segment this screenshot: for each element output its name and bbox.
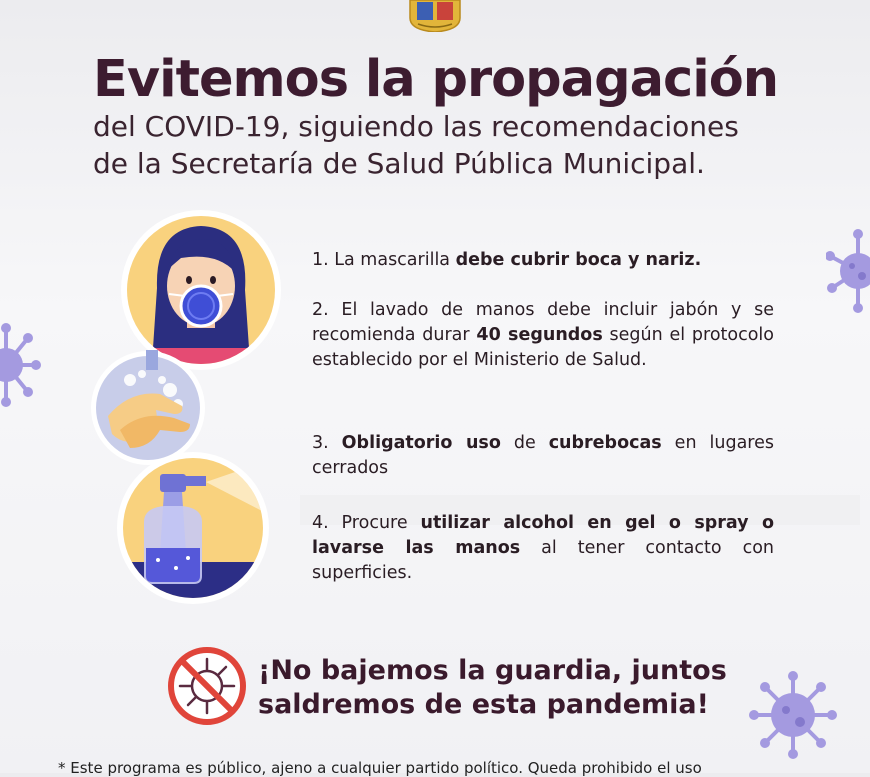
subtitle-line-2: de la Secretaría de Salud Pública Municipal.: [93, 147, 705, 180]
masked-woman-illustration: [117, 208, 285, 372]
closing-message: ¡No bajemos la guardia, juntos saldremos de esta pandemia!: [258, 655, 727, 720]
virus-icon: [0, 320, 42, 410]
virus-icon: [748, 670, 838, 760]
spray-bottle-illustration: [114, 452, 272, 604]
virus-icon: [826, 226, 870, 316]
footer-disclaimer: * Este programa es público, ajeno a cualquier partido político. Queda prohibido el uso: [58, 759, 702, 777]
page-title: Evitemos la propagación: [93, 50, 779, 109]
handwashing-illustration: [90, 350, 206, 466]
no-virus-icon: [166, 645, 248, 727]
recommendation-4: 4. Procure utilizar alcohol en gel o spray o lavarse las manos al tener contacto con superficies.: [312, 513, 775, 583]
recommendation-1: 1. La mascarilla debe cubrir boca y nariz.: [312, 250, 702, 270]
subtitle-line-1: del COVID-19, siguiendo las recomendaciones: [93, 110, 739, 143]
municipal-crest-icon: [408, 0, 462, 32]
recommendation-3: 3. Obligatorio uso de cubrebocas en lugares cerrados: [312, 433, 774, 478]
recommendation-2: 2. El lavado de manos debe incluir jabón y se recomienda durar 40 segundos según el protocolo establecido por el Ministerio de Salud.: [312, 300, 774, 370]
